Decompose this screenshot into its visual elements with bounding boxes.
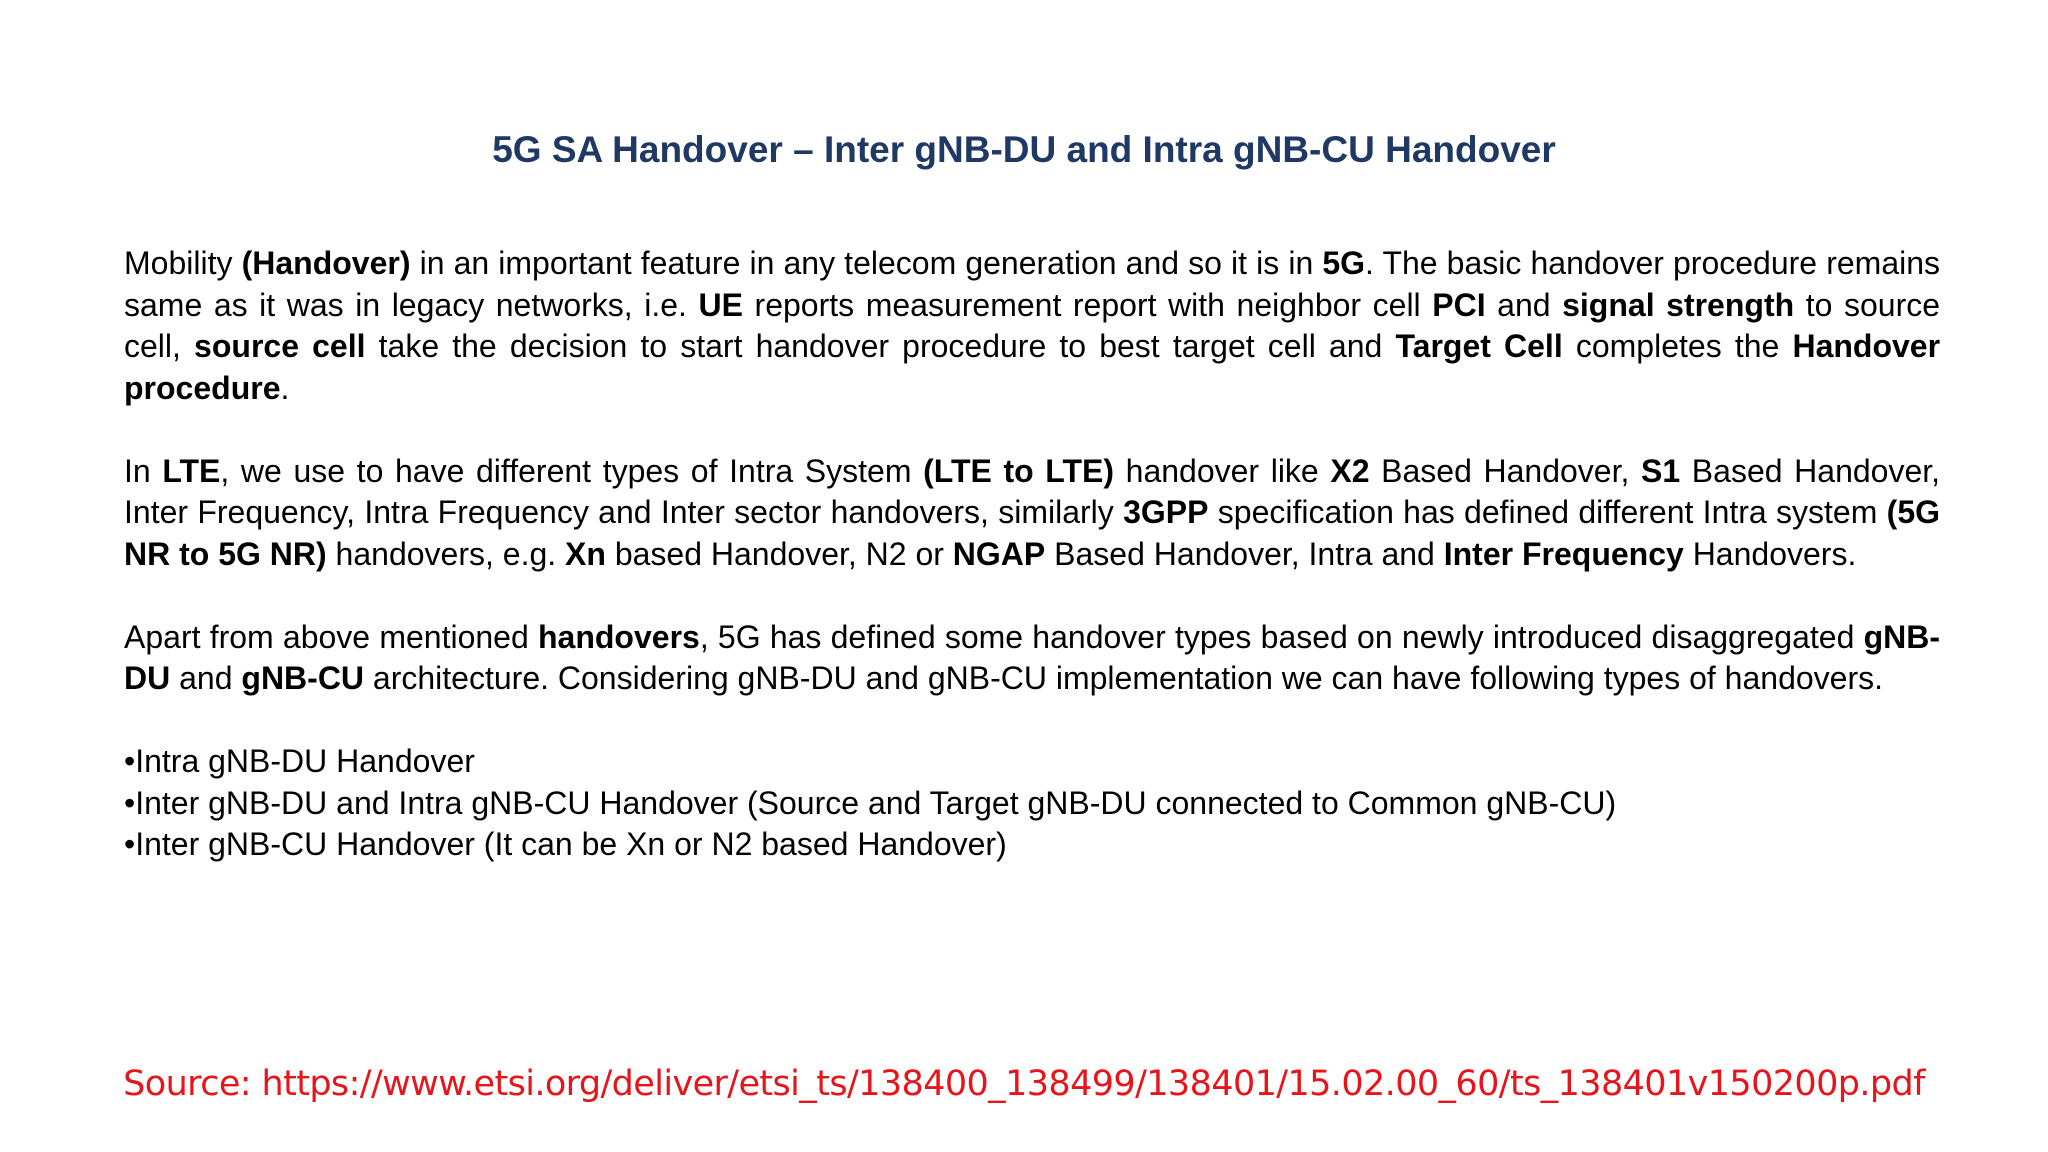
bold-term: UE — [698, 286, 743, 323]
text-run: , 5G has defined some handover types based on newly introduced disaggregated — [699, 618, 1864, 655]
bold-term: NGAP — [952, 535, 1046, 572]
text-run: specification has defined different Intra system — [1208, 494, 1887, 530]
text-run: , we use to have different types of Intra System — [220, 452, 924, 489]
bold-term: (5G NR to 5G NR) — [124, 494, 1941, 572]
slide-title: 5G SA Handover – Inter gNB-DU and Intra gNB-CU Handover — [492, 129, 1556, 170]
text-run: architecture. Considering gNB-DU and gNB-CU implementation we can have following types of handovers. — [364, 660, 1883, 696]
paragraph-lte-handover-types — [124, 451, 1940, 576]
text-run: In — [124, 452, 163, 489]
text-run: Mobility — [124, 245, 242, 281]
handover-type-list — [124, 741, 1940, 866]
text-run: completes the — [1562, 328, 1793, 364]
bold-term: 5G — [1322, 245, 1366, 281]
source-citation: Source: https://www.etsi.org/deliver/etsi_ts/138400_138499/138401/15.02.00_60/ts_138401v150200p.pdf — [123, 1064, 1925, 1104]
bold-term: Handover procedure — [124, 328, 1941, 406]
text-run: in an important feature in any telecom generation and so it is in — [410, 245, 1323, 281]
bold-term: (LTE to LTE) — [923, 452, 1115, 489]
list-item: •Intra gNB-DU Handover — [124, 743, 475, 779]
text-run: handovers, e.g. — [326, 535, 566, 572]
bold-term: Inter Frequency — [1443, 535, 1684, 572]
text-run: Based Handover, Inter Frequency, Intra Frequency and Inter sector handovers, similarly — [124, 452, 1941, 530]
text-run: and — [1485, 286, 1563, 323]
bold-term: gNB-CU — [241, 660, 365, 696]
slide-body — [124, 243, 1940, 866]
bold-term: X2 — [1330, 452, 1370, 489]
text-run: handover like — [1114, 452, 1331, 489]
bold-term: LTE — [162, 452, 221, 489]
text-run: Based Handover, — [1369, 452, 1642, 489]
text-run: based Handover, N2 or — [605, 535, 953, 572]
bold-term: PCI — [1432, 286, 1486, 323]
bold-term: 3GPP — [1123, 494, 1209, 530]
text-run: Apart from above mentioned — [124, 618, 538, 655]
text-run: Based Handover, Intra and — [1045, 535, 1444, 572]
bold-term: source cell — [194, 328, 366, 364]
text-run: take the decision to start handover procedure to best target cell and — [365, 328, 1396, 364]
paragraph-mobility — [124, 243, 1940, 409]
text-run: to source cell, — [124, 286, 1941, 364]
bold-term: Xn — [565, 535, 606, 572]
paragraph-disaggregated-architecture — [124, 617, 1940, 700]
bold-term: gNB-DU — [124, 618, 1941, 696]
bold-term: (Handover) — [241, 245, 411, 281]
list-item: •Inter gNB-CU Handover (It can be Xn or N2 based Handover) — [124, 826, 1007, 862]
text-run: reports measurement report with neighbor cell — [742, 286, 1433, 323]
bold-term: handovers — [537, 618, 700, 655]
text-run: Handovers. — [1683, 535, 1857, 572]
text-run: and — [170, 660, 242, 696]
bold-term: S1 — [1641, 452, 1681, 489]
text-run: . — [280, 369, 290, 406]
text-run: . The basic handover procedure remains same as it was in legacy networks, i.e. — [124, 245, 1941, 323]
bold-term: signal strength — [1562, 286, 1795, 323]
bold-term: Target Cell — [1395, 328, 1563, 364]
list-item: •Inter gNB-DU and Intra gNB-CU Handover (Source and Target gNB-DU connected to Common gNB-CU) — [124, 784, 1617, 821]
